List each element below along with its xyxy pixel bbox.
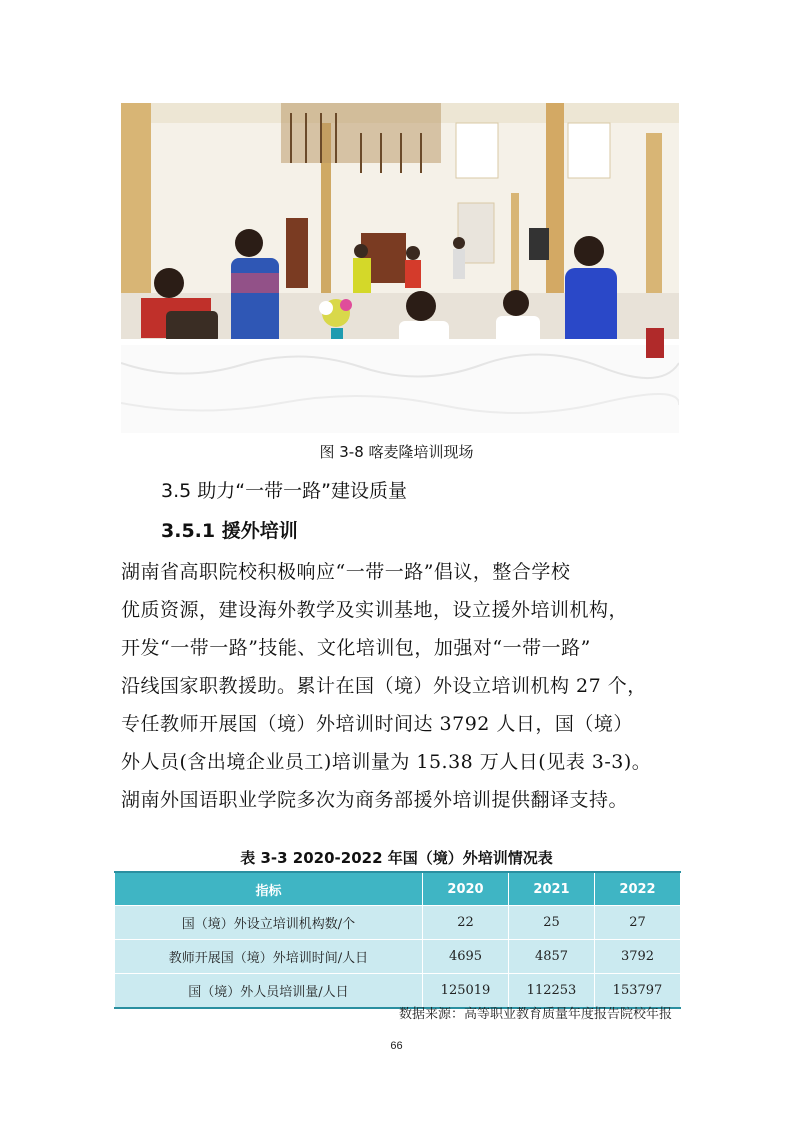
- table-cell: 27: [595, 906, 681, 940]
- table-cell: 125019: [423, 974, 509, 1009]
- column-header: 指标: [115, 872, 423, 906]
- paragraph-line: 外人员(含出境企业员工)培训量为 15.38 万人日(见表 3-3)。: [121, 751, 652, 773]
- table-cell: 112253: [509, 974, 595, 1009]
- paragraph-line: 湖南省高职院校积极响应“一带一路”倡议，整合学校: [121, 561, 571, 583]
- table-cell: 25: [509, 906, 595, 940]
- table-row: [115, 906, 681, 940]
- page-number: 66: [390, 1040, 403, 1052]
- table-row: [115, 940, 681, 974]
- table-cell: 国（境）外设立培训机构数/个: [115, 906, 423, 940]
- training-scene-illustration: [121, 103, 679, 433]
- column-header: 2021: [509, 872, 595, 906]
- table-cell: 22: [423, 906, 509, 940]
- table-cell: 4695: [423, 940, 509, 974]
- paragraph-line: 湖南外国语职业学院多次为商务部援外培训提供翻译支持。: [121, 789, 629, 811]
- table-cell: 3792: [595, 940, 681, 974]
- training-table: [114, 871, 681, 1009]
- table-cell: 教师开展国（境）外培训时间/人日: [115, 940, 423, 974]
- table-cell: 153797: [595, 974, 681, 1009]
- figure-caption: 图 3-8 喀麦隆培训现场: [319, 443, 474, 461]
- column-header: 2022: [595, 872, 681, 906]
- table-cell: 国（境）外人员培训量/人日: [115, 974, 423, 1009]
- table-cell: 4857: [509, 940, 595, 974]
- table-header-row: [115, 872, 681, 906]
- paragraph-line: 开发“一带一路”技能、文化培训包，加强对“一带一路”: [121, 637, 591, 659]
- subsection-heading: 3.5.1 援外培训: [161, 520, 298, 542]
- column-header: 2020: [423, 872, 509, 906]
- paragraph-line: 沿线国家职教援助。累计在国（境）外设立培训机构 27 个，: [121, 675, 647, 697]
- paragraph-line: 专任教师开展国（境）外培训时间达 3792 人日，国（境）: [121, 713, 633, 735]
- table-title: 表 3-3 2020-2022 年国（境）外培训情况表: [240, 849, 553, 867]
- paragraph-line: 优质资源，建设海外教学及实训基地，设立援外培训机构，: [121, 599, 629, 621]
- section-heading: 3.5 助力“一带一路”建设质量: [161, 480, 407, 502]
- data-source-note: 数据来源：高等职业教育质量年度报告院校年报: [398, 1007, 672, 1022]
- training-photo: [121, 103, 679, 433]
